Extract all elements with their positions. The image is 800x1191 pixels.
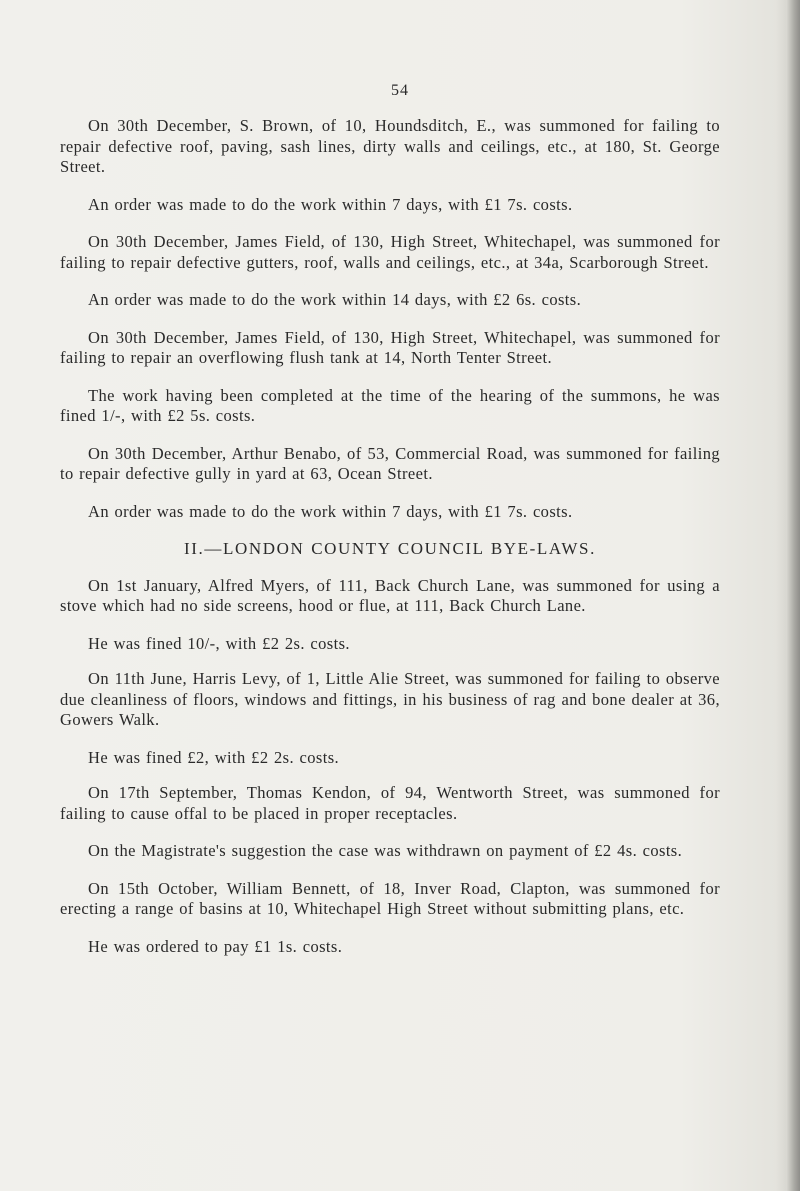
paragraph: On 11th June, Harris Levy, of 1, Little Alie Street, was summoned for failing to observe due cleanliness of floors, windows and fittings, in his business of rag and bone dealer at 36, Gowers Walk. xyxy=(60,669,720,729)
paragraph: He was fined 10/-, with £2 2s. costs. xyxy=(88,633,350,653)
paragraph: On 17th September, Thomas Kendon, of 94, Wentworth Street, was summoned for failing to cause offal to be placed in proper receptacles. xyxy=(60,783,720,823)
paragraph: An order was made to do the work within 7 days, with £1 7s. costs. xyxy=(88,194,573,214)
paragraph: On 30th December, James Field, of 130, High Street, Whitechapel, was summoned for failing to repair an overflowing flush tank at 14, North Tenter Street. xyxy=(60,327,720,367)
paragraph: On 1st January, Alfred Myers, of 111, Back Church Lane, was summoned for using a stove which had no side screens, hood or flue, at 111, Back Church Lane. xyxy=(60,575,720,615)
paragraph: The work having been completed at the time of the hearing of the summons, he was fined 1/-, with £2 5s. costs. xyxy=(60,385,720,425)
paragraph: An order was made to do the work within 14 days, with £2 6s. costs. xyxy=(88,290,582,309)
paragraph: On the Magistrate's suggestion the case was withdrawn on payment of £2 4s. costs. xyxy=(88,841,683,860)
page-number: 54 xyxy=(391,82,409,99)
paragraph: He was fined £2, with £2 2s. costs. xyxy=(88,747,340,767)
paragraph: On 30th December, S. Brown, of 10, Houndsditch, E., was summoned for failing to repair defective roof, paving, sash lines, dirty walls and ceilings, etc., at 180, St. George Street. xyxy=(60,116,720,176)
page-body xyxy=(60,116,720,974)
paragraph: An order was made to do the work within 7 days, with £1 7s. costs. xyxy=(88,501,573,521)
paragraph: On 30th December, Arthur Benabo, of 53, Commercial Road, was summoned for failing to repair defective gully in yard at 63, Ocean Street. xyxy=(60,443,720,483)
paragraph: On 30th December, James Field, of 130, High Street, Whitechapel, was summoned for failing to repair defective gutters, roof, walls and ceilings, etc., at 34a, Scarborough Street. xyxy=(60,232,720,272)
section-heading: II.—LONDON COUNTY COUNCIL BYE-LAWS. xyxy=(184,539,596,558)
paragraph: On 15th October, William Bennett, of 18, Inver Road, Clapton, was summoned for erecting a range of basins at 10, Whitechapel High Street without submitting plans, etc. xyxy=(60,878,720,918)
paragraph: He was ordered to pay £1 1s. costs. xyxy=(88,936,343,956)
page-edge-shadow xyxy=(786,0,800,1191)
